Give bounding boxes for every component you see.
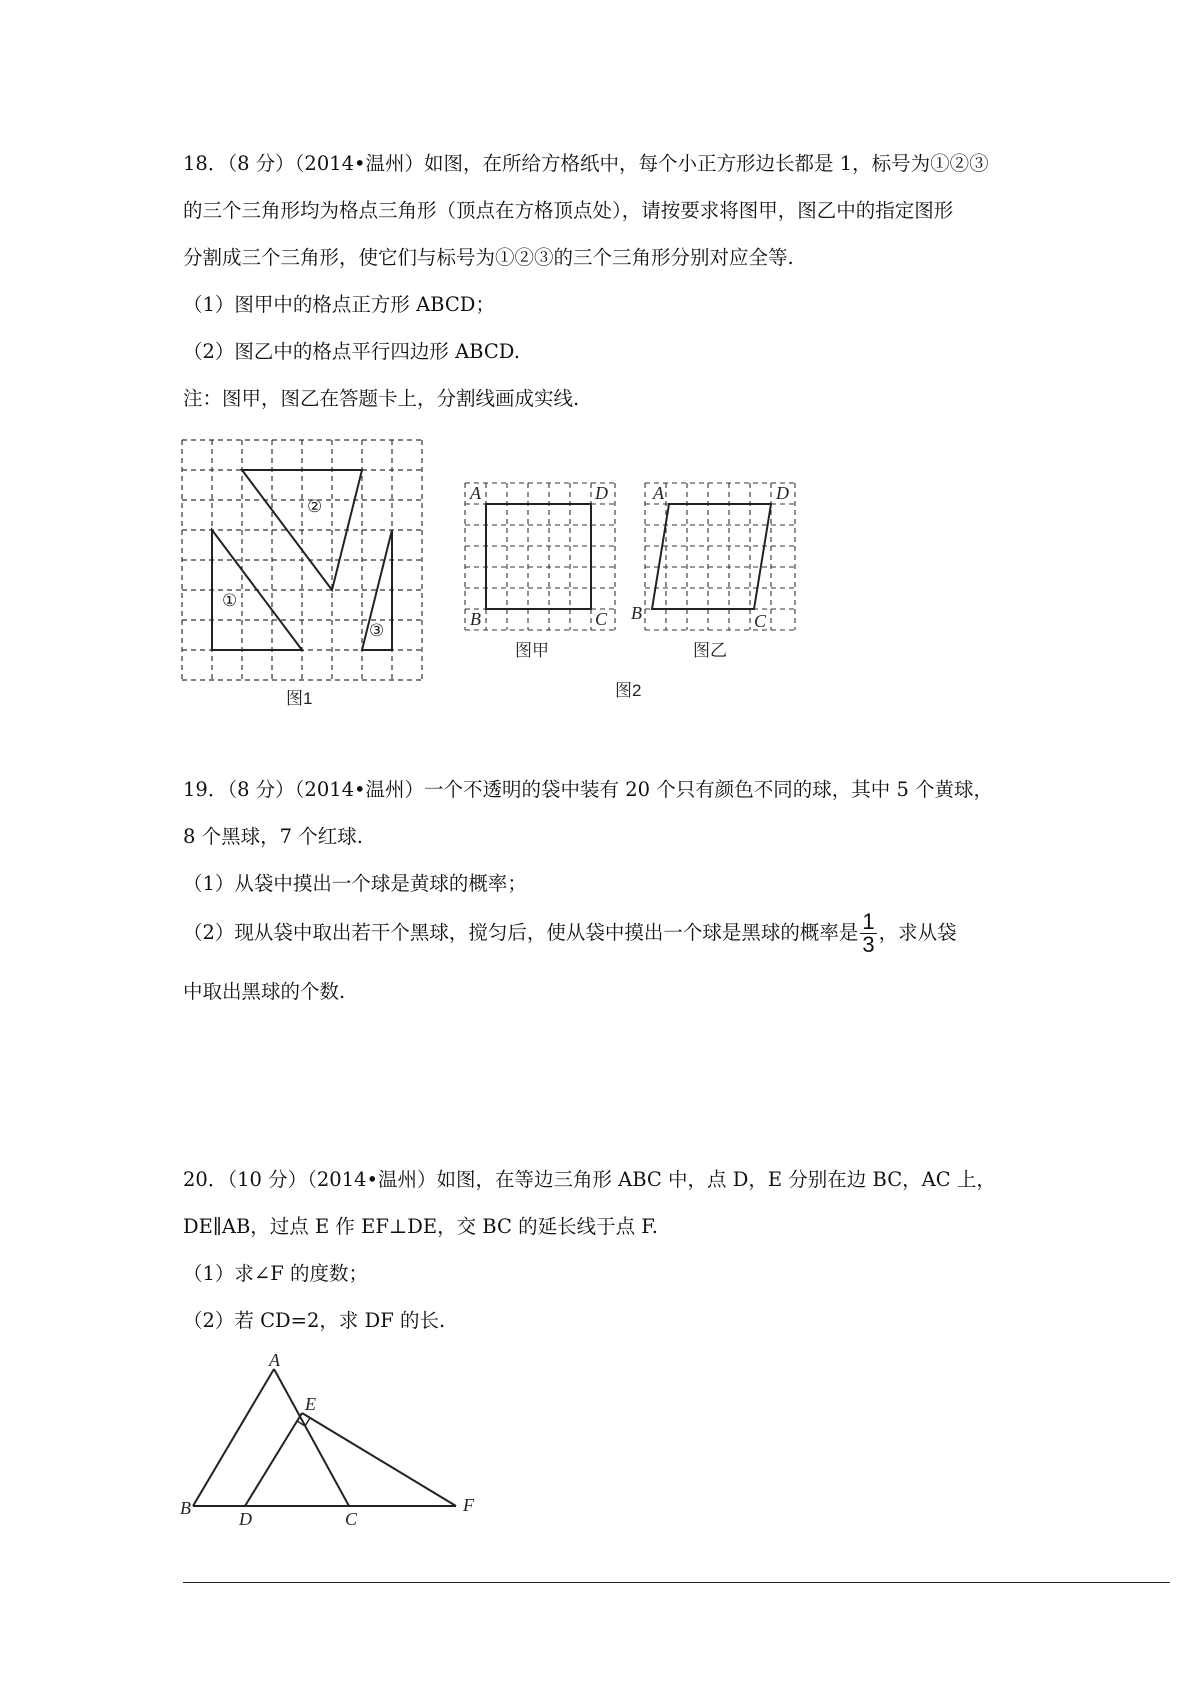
q19-part-1: （1）从袋中摸出一个球是黄球的概率；	[183, 872, 527, 895]
q20-line-2: DE∥AB，过点 E 作 EF⊥DE，交 BC 的延长线于点 F.	[183, 1215, 658, 1238]
triangle-3-label: ③	[369, 621, 385, 640]
label-B: B	[180, 1498, 191, 1518]
side-ab	[193, 1369, 274, 1506]
q19-line-2: 8 个黑球，7 个红球.	[183, 825, 363, 848]
parallelogram-abcd	[652, 504, 771, 609]
q19-part-2	[183, 906, 957, 960]
figure-1-caption: 图1	[286, 689, 313, 708]
label-A: A	[269, 1350, 280, 1370]
label-D: D	[239, 1509, 252, 1529]
segment-ef	[302, 1413, 456, 1506]
figA-label-B: B	[470, 609, 481, 629]
triangle-2-label: ②	[307, 497, 323, 516]
q19-part-2-after: ，求从袋	[878, 921, 957, 944]
q20-part-1: （1）求∠F 的度数；	[183, 1262, 368, 1285]
footer-rule	[183, 1582, 1170, 1583]
q18-line-2: 的三个三角形均为格点三角形（顶点在方格顶点处），请按要求将图甲，图乙中的指定图形	[183, 199, 954, 222]
fraction-denominator: 3	[862, 932, 875, 957]
q18-part-1: （1）图甲中的格点正方形 ABCD；	[183, 293, 495, 316]
q20-part-2: （2）若 CD=2，求 DF 的长.	[183, 1309, 446, 1332]
figure-2-caption: 图2	[615, 681, 642, 700]
figB-caption: 图乙	[693, 641, 727, 660]
triangle-1	[212, 530, 302, 650]
figA-label-A: A	[470, 483, 481, 503]
side-ac	[274, 1369, 349, 1506]
figB-label-A: A	[653, 483, 664, 503]
figure-q20-triangle	[180, 1350, 480, 1529]
label-E: E	[305, 1394, 316, 1414]
triangle-1-label: ①	[222, 591, 238, 610]
segment-de	[245, 1413, 302, 1506]
fraction-one-third	[860, 911, 876, 956]
q20-line-1: 20．（10 分）（2014•温州）如图，在等边三角形 ABC 中，点 D，E 分别在边 BC，AC 上，	[183, 1168, 996, 1191]
label-C: C	[345, 1509, 358, 1529]
q19-part-2-before: （2）现从袋中取出若干个黑球，搅匀后，使从袋中摸出一个球是黑球的概率是	[183, 921, 859, 944]
label-F: F	[463, 1495, 474, 1515]
figA-label-C: C	[595, 609, 608, 629]
fraction-numerator: 1	[862, 909, 875, 934]
q18-line-3: 分割成三个三角形，使它们与标号为①②③的三个三角形分别对应全等.	[183, 246, 794, 269]
figure-2	[455, 478, 815, 708]
q18-note: 注：图甲，图乙在答题卡上，分割线画成实线.	[183, 387, 580, 410]
figA-caption: 图甲	[515, 641, 549, 660]
figA-label-D: D	[595, 483, 608, 503]
figB-label-D: D	[776, 483, 789, 503]
q18-part-2: （2）图乙中的格点平行四边形 ABCD.	[183, 340, 520, 363]
q19-line-1: 19．（8 分）（2014•温州）一个不透明的袋中装有 20 个只有颜色不同的球，其中 5 个黄球，	[183, 778, 994, 801]
figB-label-C: C	[754, 611, 767, 631]
figure-1	[182, 440, 422, 710]
q19-line-last: 中取出黑球的个数.	[183, 980, 346, 1003]
square-abcd	[486, 504, 591, 609]
q18-line-1: 18．（8 分）（2014•温州）如图，在所给方格纸中，每个小正方形边长都是 1，标号为①②③	[183, 152, 989, 175]
figB-label-B: B	[631, 603, 642, 623]
